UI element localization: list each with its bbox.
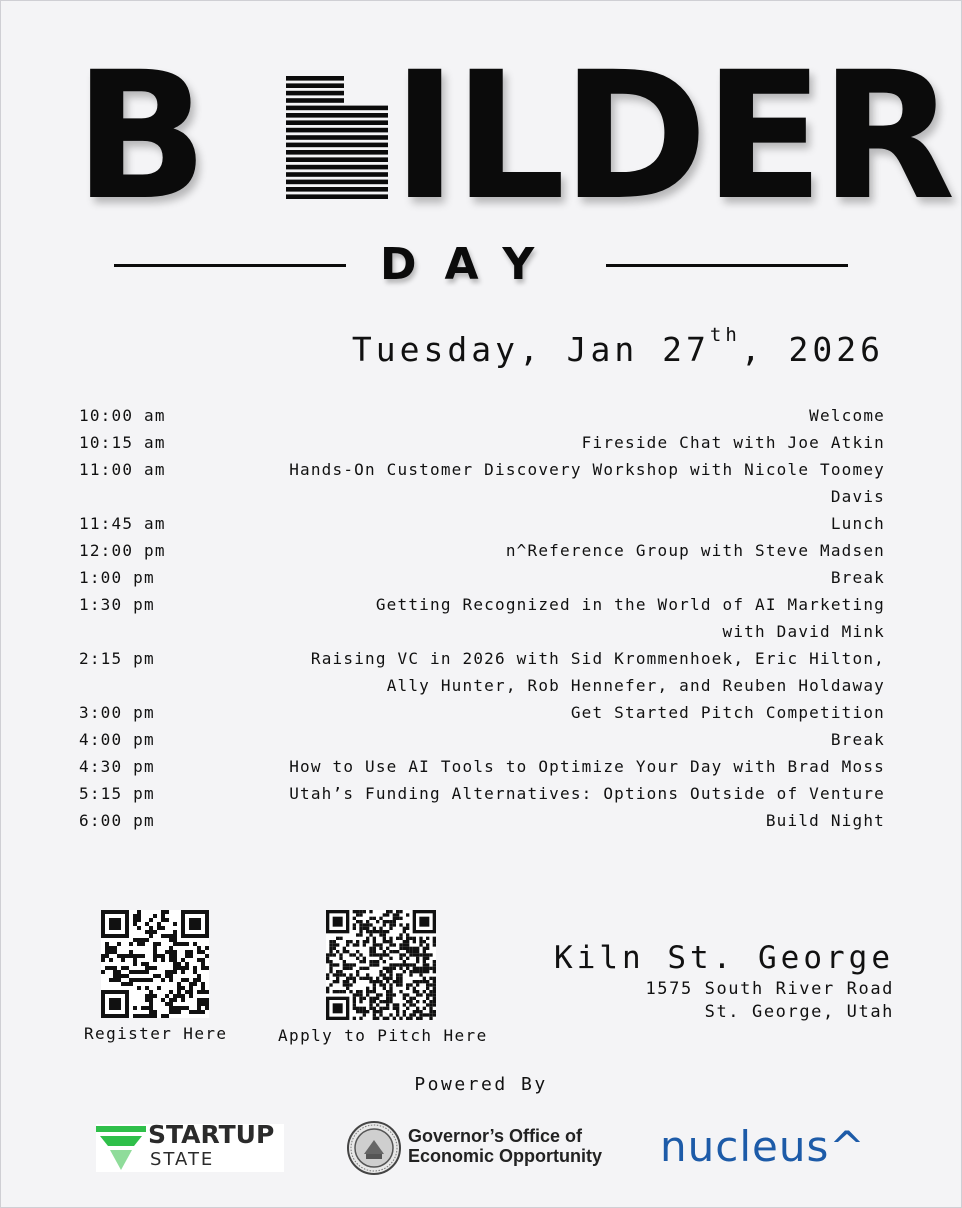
schedule-title: How to Use AI Tools to Optimize Your Day with Brad Moss [289, 757, 885, 776]
startup-state-chevron-icon [96, 1124, 146, 1172]
schedule-time: 1:30 pm [79, 595, 155, 614]
schedule-time: 4:30 pm [79, 757, 155, 776]
logo-day-row [114, 240, 848, 290]
schedule-title: Fireside Chat with Joe Atkin [581, 433, 885, 452]
schedule-title: Utah’s Funding Alternatives: Options Outside of Venture [289, 784, 885, 803]
pitch-qr-block[interactable] [278, 910, 488, 1045]
logo-striped-u-icon [286, 76, 388, 202]
schedule-time: 1:00 pm [79, 568, 155, 587]
schedule-time: 2:15 pm [79, 649, 155, 668]
venue-address-line2: St. George, Utah [704, 1002, 894, 1022]
schedule-row [79, 510, 885, 537]
pitch-qr-code-icon[interactable] [326, 910, 436, 1020]
schedule-row [79, 456, 885, 510]
venue-address-line1: 1575 South River Road [645, 979, 894, 999]
governors-office-line2: Economic Opportunity [408, 1146, 603, 1166]
schedule-title: Break [830, 568, 885, 587]
schedule-row [79, 780, 885, 807]
logo-letter-b: B [74, 34, 205, 239]
startup-state-word2: STATE [150, 1149, 215, 1170]
venue-name: Kiln St. George [554, 940, 894, 976]
schedule-time: 5:15 pm [79, 784, 155, 803]
schedule-title: Lunch [830, 514, 885, 533]
schedule-row [79, 726, 885, 753]
schedule-row [79, 807, 885, 834]
schedule-row [79, 537, 885, 564]
schedule-title: Getting Recognized in the World of AI Marketing with David Mink [375, 595, 885, 641]
governors-office-line1: Governor’s Office of [408, 1126, 583, 1146]
venue-block [554, 938, 894, 1024]
event-date [351, 324, 884, 369]
startup-state-logo [96, 1120, 284, 1172]
schedule-time: 12:00 pm [79, 541, 166, 560]
schedule-row [79, 645, 885, 699]
schedule-title: Build Night [765, 811, 885, 830]
utah-state-seal-icon [346, 1120, 402, 1176]
register-qr-code-icon[interactable] [101, 910, 209, 1018]
powered-by-heading: Powered By [414, 1074, 548, 1095]
schedule-row [79, 591, 885, 645]
schedule-list [79, 402, 885, 834]
schedule-row [79, 699, 885, 726]
schedule-title: n^Reference Group with Steve Madsen [505, 541, 885, 560]
event-date-year: , 2026 [740, 330, 884, 369]
schedule-row [79, 564, 885, 591]
schedule-title: Raising VC in 2026 with Sid Krommenhoek, Eric Hilton, Ally Hunter, Rob Hennefer, and Reuben Holdaway [310, 649, 885, 695]
schedule-time: 11:00 am [79, 460, 166, 479]
schedule-row [79, 429, 885, 456]
schedule-title: Break [830, 730, 885, 749]
event-date-prefix: Tuesday, Jan 27 [351, 330, 710, 369]
divider-right [606, 264, 848, 267]
register-qr-block[interactable] [84, 910, 226, 1043]
divider-left [114, 264, 346, 267]
governors-office-logo [346, 1120, 622, 1176]
startup-state-word1: STARTUP [148, 1120, 275, 1149]
schedule-row [79, 753, 885, 780]
schedule-time: 11:45 am [79, 514, 166, 533]
logo-day-text: DAY [380, 239, 563, 290]
schedule-title: Get Started Pitch Competition [570, 703, 885, 722]
schedule-title: Hands-On Customer Discovery Workshop with Nicole Toomey Davis [289, 460, 885, 506]
schedule-time: 4:00 pm [79, 730, 155, 749]
schedule-row [79, 402, 885, 429]
schedule-time: 6:00 pm [79, 811, 155, 830]
schedule-time: 3:00 pm [79, 703, 155, 722]
logo-letters-ilder: ILDER [392, 34, 952, 239]
event-date-suffix: th [709, 324, 741, 346]
pitch-label: Apply to Pitch Here [278, 1026, 488, 1045]
schedule-time: 10:15 am [79, 433, 166, 452]
register-label: Register Here [84, 1024, 228, 1043]
governors-office-text [408, 1126, 602, 1166]
nucleus-logo: nucleus^ [660, 1122, 866, 1171]
schedule-time: 10:00 am [79, 406, 166, 425]
schedule-title: Welcome [809, 406, 885, 425]
builder-logo [74, 34, 952, 239]
